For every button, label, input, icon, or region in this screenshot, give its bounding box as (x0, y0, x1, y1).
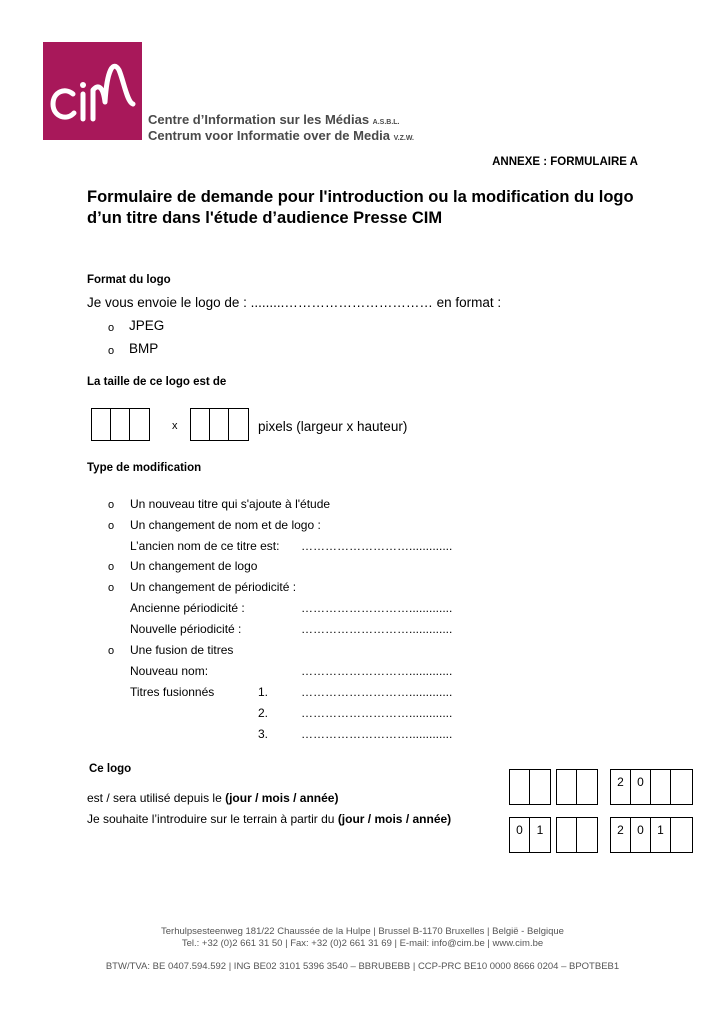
date-digit-cell[interactable] (510, 770, 530, 804)
option-bmp-label: BMP (129, 341, 159, 356)
date-digit-cell[interactable]: 0 (631, 770, 651, 804)
org-suffix-nl: V.Z.W. (393, 135, 414, 142)
checkbox-period-change[interactable]: o (108, 582, 115, 594)
old-name-field[interactable]: ………………………............. (301, 539, 453, 553)
format-sentence: Je vous envoie le logo de : .........…………………………… en format : (87, 295, 502, 310)
org-name-fr-text: Centre d’Information sur les Médias (148, 112, 370, 127)
option-jpeg-label: JPEG (129, 318, 165, 333)
footer-contact: Tel.: +32 (0)2 661 31 50 | Fax: +32 (0)2 661 31 69 | E-mail: info@cim.be | www.cim.be (181, 938, 544, 949)
introduce-from-month[interactable] (556, 817, 598, 853)
date-digit-cell[interactable]: 2 (611, 818, 631, 852)
checkbox-bmp[interactable]: o (108, 345, 115, 357)
merged-title-field[interactable]: ………………………............. (301, 685, 453, 699)
cim-logo (43, 42, 142, 140)
option-new-title: Un nouveau titre qui s'ajoute à l'étude (130, 497, 331, 511)
cim-logo-mark (43, 42, 142, 140)
date-digit-cell[interactable]: 1 (536, 823, 544, 837)
old-period-field[interactable]: ………………………............. (301, 601, 453, 615)
format-heading: Format du logo (87, 274, 171, 286)
form-title: Formulaire de demande pour l'introduction ou la modification du logo d’un titre dans l'étude d’audience Presse CIM (87, 188, 634, 227)
date-digit-cell[interactable]: 2 (611, 770, 631, 804)
new-name-label: Nouveau nom: (130, 664, 209, 678)
checkbox-name-change[interactable]: o (108, 520, 115, 532)
introduce-from-format: (jour / mois / année) (337, 812, 452, 826)
used-since-format: (jour / mois / année) (225, 791, 339, 805)
merged-titles-label: Titres fusionnés (130, 685, 215, 699)
date-digit-cell[interactable] (671, 818, 692, 852)
times-sign: x (172, 420, 178, 432)
merged-title-number: 3. (258, 727, 269, 741)
org-name-fr (148, 112, 400, 127)
option-merger: Une fusion de titres (130, 643, 234, 657)
footer-address: Terhulpsesteenweg 181/22 Chaussée de la Hulpe | Brussel B-1170 Bruxelles | België - Belgique (161, 926, 564, 937)
org-name-nl-text: Centrum voor Informatie over de Media (148, 128, 390, 143)
pixels-label: pixels (largeur x hauteur) (258, 419, 408, 434)
org-suffix-fr: A.S.B.L. (372, 119, 400, 126)
height-digit-cell[interactable] (191, 409, 210, 440)
date-digit-cell[interactable] (577, 818, 597, 852)
org-name-nl (148, 128, 414, 143)
used-since-text (87, 791, 338, 805)
annex-label: ANNEXE : FORMULAIRE A (492, 156, 638, 168)
date-digit-cell[interactable] (557, 818, 577, 852)
used-since-month[interactable] (556, 769, 598, 805)
height-digit-cell[interactable] (210, 409, 229, 440)
date-digit-cell[interactable] (557, 770, 577, 804)
date-digit-cell[interactable]: 1 (651, 818, 671, 852)
height-digit-cell[interactable] (229, 409, 248, 440)
merged-title-field[interactable]: ………………………............. (301, 727, 453, 741)
used-since-year[interactable] (610, 769, 693, 805)
checkbox-logo-change[interactable]: o (108, 561, 115, 573)
date-heading: Ce logo (89, 763, 132, 775)
option-name-change: Un changement de nom et de logo : (130, 518, 321, 532)
date-digit-cell[interactable] (530, 770, 550, 804)
old-name-label: L’ancien nom de ce titre est: (130, 539, 280, 553)
introduce-from-label: Je souhaite l’introduire sur le terrain à partir du (87, 812, 335, 826)
new-period-label: Nouvelle périodicité : (130, 622, 242, 636)
date-digit-cell[interactable]: 0 (631, 818, 651, 852)
height-input[interactable] (190, 408, 249, 441)
new-name-field[interactable]: ………………………............. (301, 664, 453, 678)
introduce-from-day[interactable] (509, 817, 551, 853)
size-heading: La taille de ce logo est de (87, 376, 227, 388)
merged-title-number: 1. (258, 685, 269, 699)
checkbox-merger[interactable]: o (108, 645, 115, 657)
used-since-day[interactable] (509, 769, 551, 805)
width-digit-cell[interactable] (92, 409, 111, 440)
used-since-label: est / sera utilisé depuis le (87, 791, 222, 805)
date-digit-cell[interactable]: 0 (510, 818, 530, 852)
width-digit-cell[interactable] (111, 409, 130, 440)
modification-heading: Type de modification (87, 462, 202, 474)
date-digit-cell[interactable] (651, 770, 671, 804)
width-input[interactable] (91, 408, 150, 441)
option-logo-change: Un changement de logo (130, 559, 258, 573)
merged-title-field[interactable]: ………………………............. (301, 706, 453, 720)
merged-title-number: 2. (258, 706, 269, 720)
footer-bank-details: BTW/TVA: BE 0407.594.592 | ING BE02 3101 5396 3540 – BBRUBEBB | CCP-PRC BE10 0000 8666 0204 – BPOTBEB1 (105, 961, 620, 972)
introduce-from-text (87, 812, 451, 826)
new-period-field[interactable]: ………………………............. (301, 622, 453, 636)
old-period-label: Ancienne périodicité : (130, 601, 245, 615)
width-digit-cell[interactable] (130, 409, 149, 440)
introduce-from-year[interactable] (610, 817, 693, 853)
option-period-change: Un changement de périodicité : (130, 580, 297, 594)
date-digit-cell[interactable] (577, 770, 597, 804)
checkbox-new-title[interactable]: o (108, 499, 115, 511)
date-digit-cell[interactable] (671, 770, 692, 804)
checkbox-jpeg[interactable]: o (108, 322, 115, 334)
